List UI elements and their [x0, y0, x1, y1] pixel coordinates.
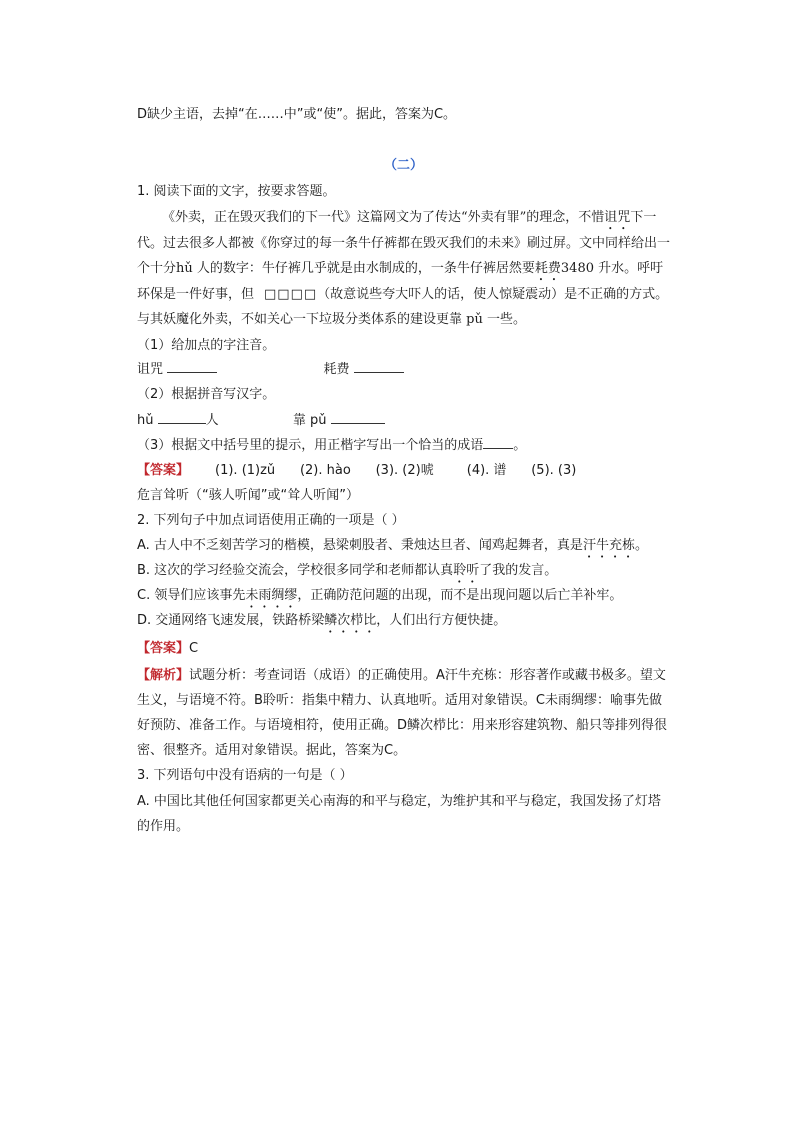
q2-analysis-line-1	[137, 664, 666, 683]
passage-line-3	[137, 257, 663, 284]
q3-option-a-line-1: A. 中国比其他任何国家都更关心南海的和平与稳定，为维护其和平与稳定，我国发扬了灯塔	[137, 794, 661, 809]
passage-text: 环保是一件好事，但	[137, 287, 255, 302]
blank-label: 耗费	[323, 362, 350, 377]
previous-answer-tail: D缺少主语，去掉“在……中”或“使”。据此，答案为C。	[137, 107, 457, 122]
q2-analysis-line-2: 生义，与语境不符。B聆听：指集中精力、认真地听。适用对象错误。C未雨绸缪：喻事先做	[137, 693, 662, 708]
passage-line-5: 与其妖魔化外卖，不如关心一下垃圾分类体系的建设更靠 pǔ 一些。	[137, 312, 526, 327]
option-text: D. 交通网络飞速发展，铁路桥梁	[137, 613, 325, 628]
q2-analysis-line-3: 好预防、准备工作。与语境相符，使用正确。D鳞次栉比：用来形容建筑物、船只等排列得很	[137, 718, 668, 733]
analysis-label: 【解析】	[137, 668, 190, 683]
q1-sub1: （1）给加点的字注音。	[137, 338, 276, 353]
option-text: ，正确防范问题的出现，而不是出现问题以后亡羊补牢。	[297, 588, 623, 603]
q1-sub3	[137, 434, 526, 453]
q2-stem: 2. 下列句子中加点词语使用正确的一项是（ ）	[137, 513, 405, 528]
passage-text: 个十分hǔ 人的数字：牛仔裤几乎就是由水制成的，一条牛仔裤居然要	[137, 261, 535, 276]
blank-label: hǔ	[137, 413, 154, 428]
q2-option-d	[137, 609, 506, 636]
q3-option-a-line-2: 的作用。	[137, 819, 190, 834]
sub3-end: 。	[513, 438, 527, 453]
answer-blank	[167, 360, 217, 373]
option-text: C. 领导们应该事先	[137, 588, 246, 603]
option-text: 。	[634, 538, 648, 553]
q1-sub2-blanks	[137, 409, 385, 428]
dotted-word: 耗费	[534, 261, 561, 276]
q1-stem: 1. 阅读下面的文字，按要求答题。	[137, 184, 336, 199]
q2-option-b	[137, 559, 557, 586]
dotted-word: 鳞次栉比	[324, 613, 377, 628]
section-title: （二）	[384, 158, 424, 173]
q3-stem: 3. 下列语句中没有语病的一句是（ ）	[137, 768, 353, 783]
q2-option-a	[137, 534, 648, 561]
passage-text: 3480 升水。呼吁	[560, 261, 664, 276]
analysis-text: 试题分析：考查词语（成语）的正确使用。A汗牛充栋：形容著作或藏书极多。望文	[189, 668, 666, 683]
passage-text: 《外卖，正在毁灭我们的下一代》这篇网文为了传达“外卖有罪”的理念，不惜	[162, 210, 605, 225]
answer-blank	[331, 411, 385, 424]
q1-sub2: （2）根据拼音写汉字。	[137, 387, 276, 402]
passage-text: 下一	[630, 210, 657, 225]
answer-blank	[354, 360, 404, 373]
dotted-word: 诅咒	[604, 210, 631, 225]
placeholder-boxes: □□□□	[264, 287, 318, 302]
blank-label: 靠 pǔ	[292, 413, 327, 428]
answer-text: C	[189, 641, 199, 656]
option-text: A. 古人中不乏刻苦学习的楷模，悬梁刺股者、秉烛达旦者、闻鸡起舞者，真是	[137, 538, 583, 553]
passage-line-2: 代。过去很多人都被《你穿过的每一条牛仔裤都在毁灭我们的未来》刷过屏。文中同样给出一	[137, 236, 671, 251]
blank-label: 诅咒	[137, 362, 164, 377]
dotted-word: 未雨绸缪	[245, 588, 298, 603]
option-text: ，人们出行方便快捷。	[376, 613, 507, 628]
dotted-word: 汗牛充栋	[582, 538, 635, 553]
answer-label: 【答案】	[137, 641, 190, 656]
q2-analysis-line-4: 密、很整齐。适用对象错误。据此，答案为C。	[137, 743, 407, 758]
q2-answer	[137, 637, 198, 656]
blank-label: 人	[205, 413, 219, 428]
sub3-text: （3）根据文中括号里的提示，用正楷字写出一个恰当的成语	[137, 438, 484, 453]
option-text: 了我的发言。	[479, 563, 558, 578]
passage-line-4	[137, 283, 668, 302]
q1-answer	[137, 459, 576, 478]
q2-option-c	[137, 584, 622, 611]
answer-blank	[483, 436, 513, 449]
q1-answer-line-2: 危言耸听（“骇人听闻”或“耸人听闻”）	[137, 488, 359, 503]
answer-text: (1). (1)zǔ (2). hào (3). (2)唬 (4). 谱 (5). (3)	[215, 463, 577, 478]
option-text: B. 这次的学习经验交流会，学校很多同学和老师都认真	[137, 563, 454, 578]
passage-text: （故意说些夸大吓人的话，使人惊疑震动）是不正确的方式。	[317, 287, 669, 302]
dotted-word: 聆听	[453, 563, 480, 578]
passage-line-1	[162, 206, 656, 233]
answer-label: 【答案】	[137, 463, 190, 478]
q1-sub1-blanks	[137, 358, 404, 377]
answer-blank	[158, 411, 206, 424]
